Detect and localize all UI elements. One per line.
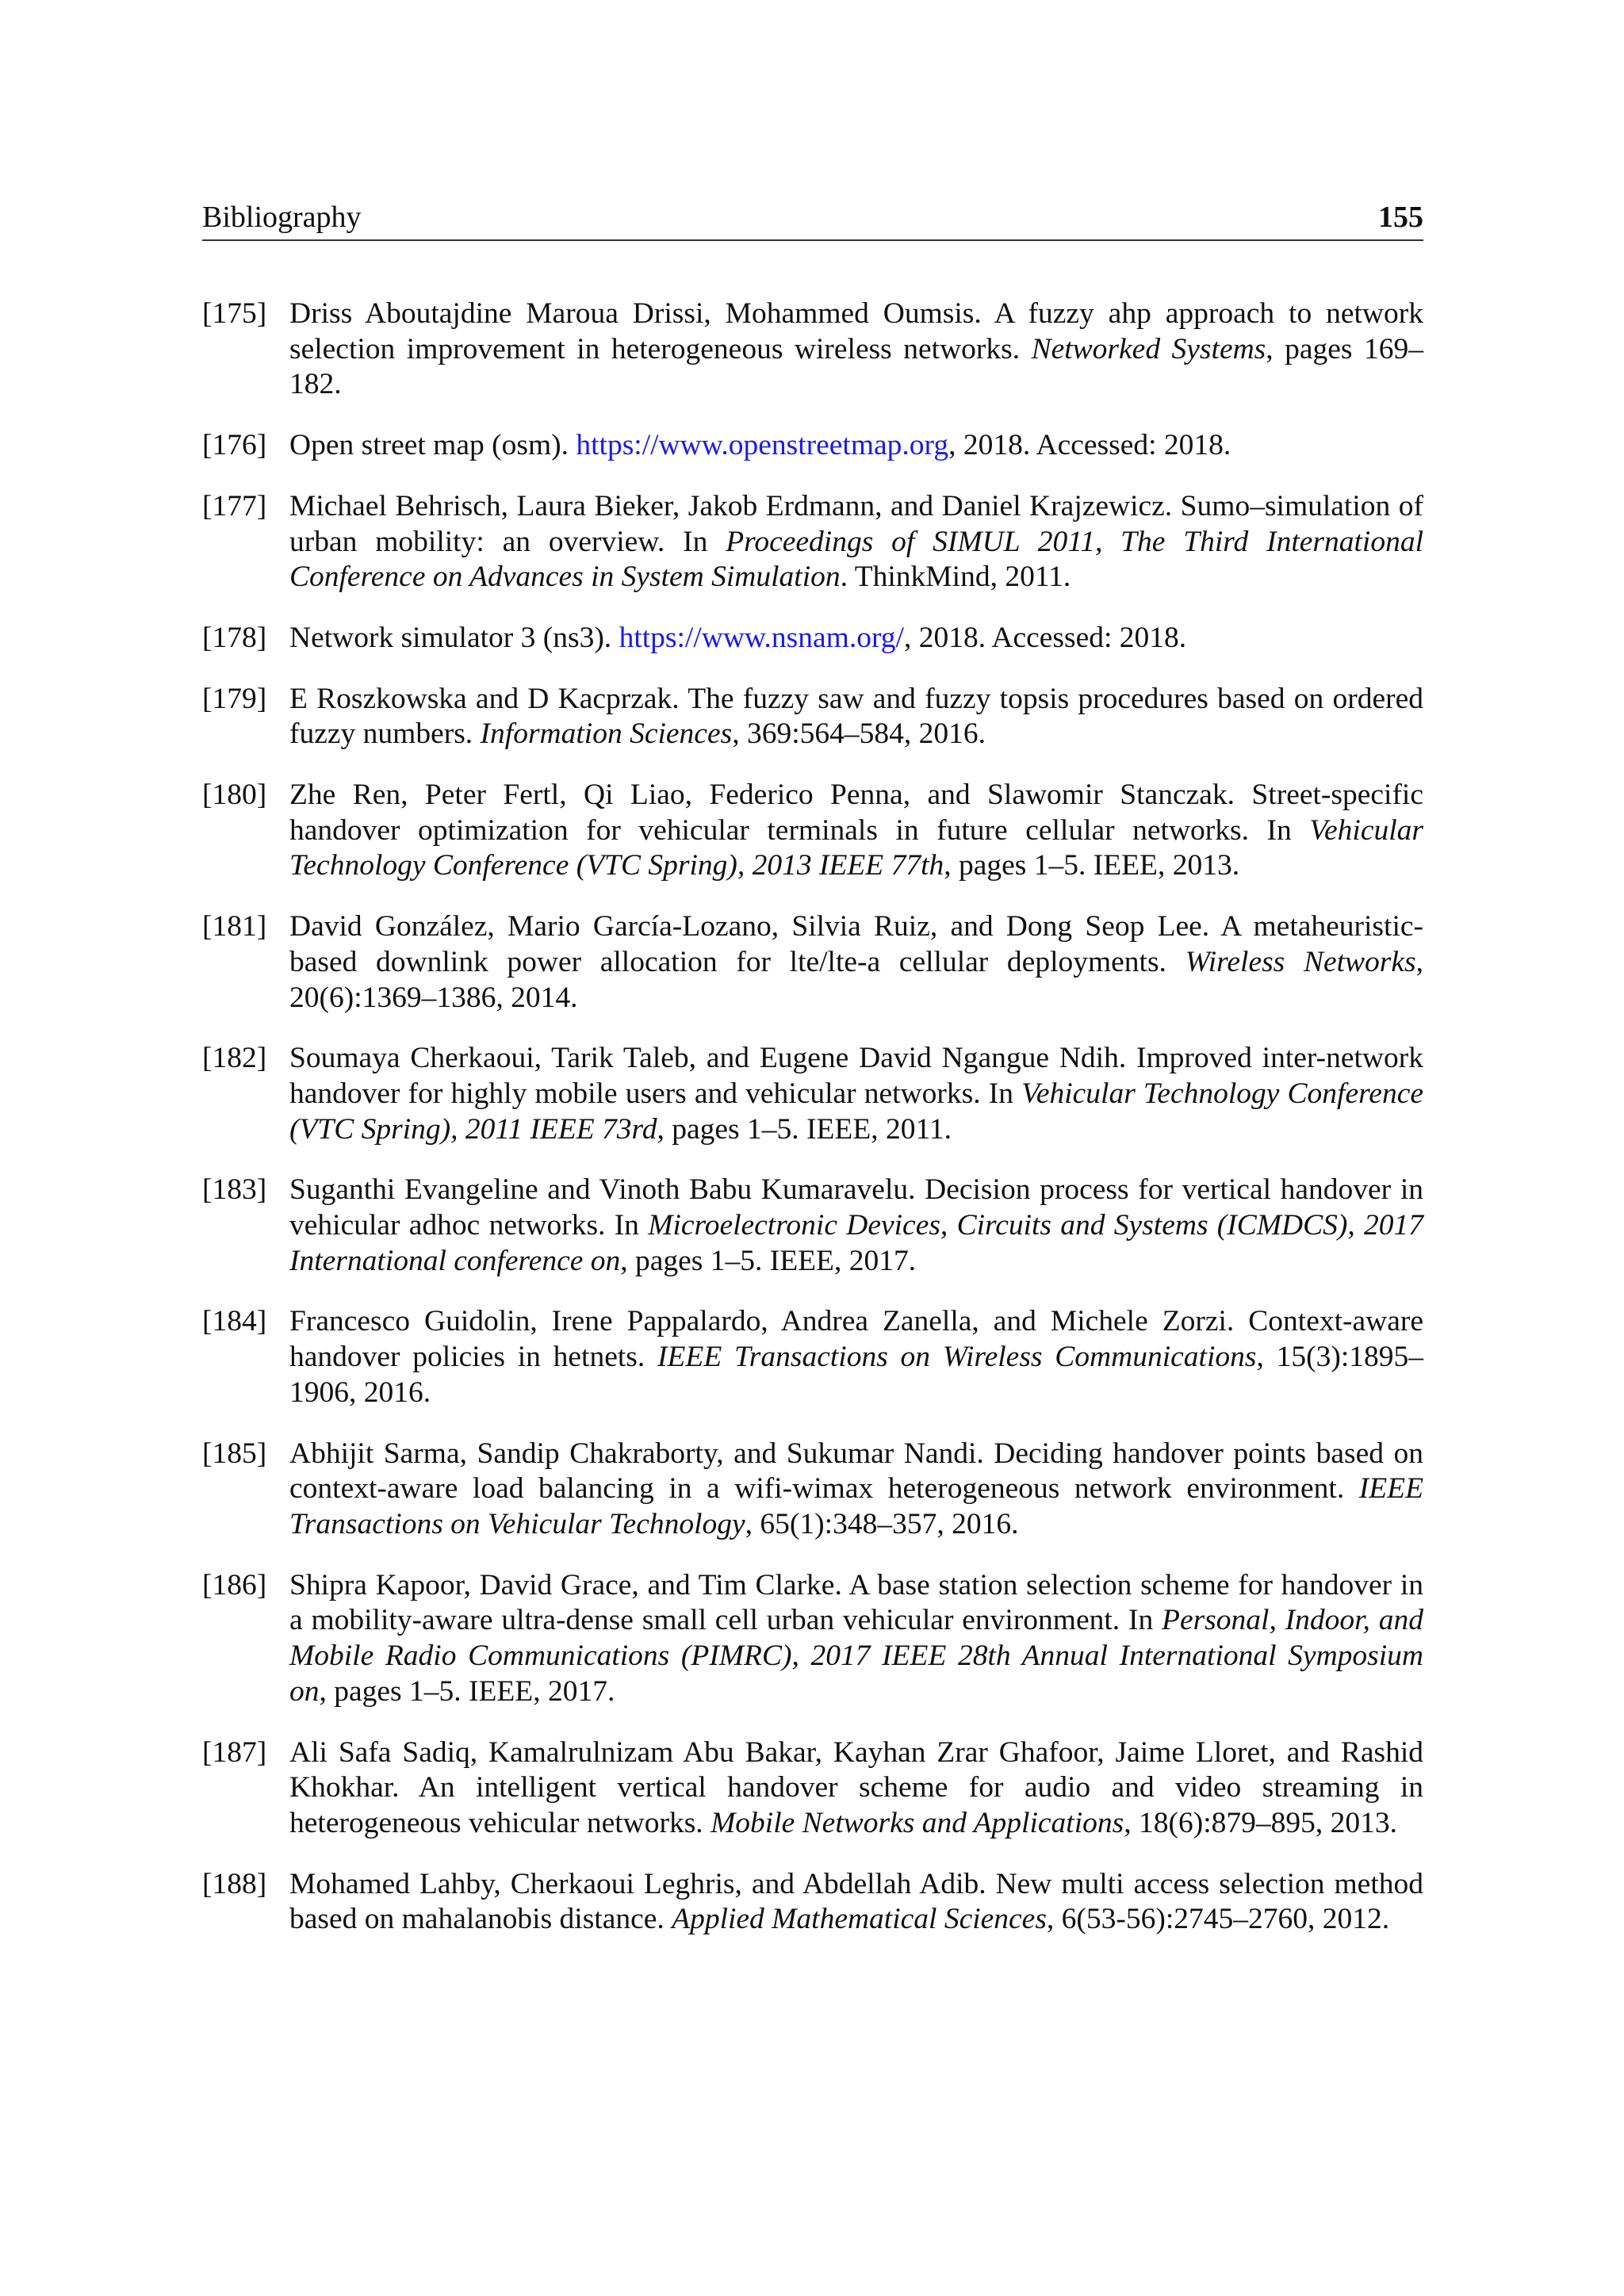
reference-text-segment: Mohamed Lahby, Cherkaoui Leghris, and Abdellah Adib. New multi access selection method based on mahalanobis distance.: [289, 1867, 1423, 1936]
reference-text-segment: Shipra Kapoor, David Grace, and Tim Clarke. A base station selection scheme for handover in a mobility-aware ultra-dense small cell urban vehicular environment. In: [289, 1568, 1423, 1637]
reference-entry: [202, 909, 1423, 1016]
reference-venue: Vehicular Technology Conference (VTC Spring), 2011 IEEE 73rd: [289, 1077, 1423, 1146]
reference-venue: Applied Mathematical Sciences: [672, 1903, 1047, 1936]
reference-text-segment: E Roszkowska and D Kacprzak. The fuzzy saw and fuzzy topsis procedures based on ordered fuzzy numbers.: [289, 682, 1423, 751]
reference-venue: Vehicular Technology Conference (VTC Spring), 2013 IEEE 77th: [289, 813, 1423, 882]
reference-text: [289, 1867, 1423, 1938]
reference-text-segment: Michael Behrisch, Laura Bieker, Jakob Erdmann, and Daniel Krajzewicz. Sumo–simulation of urban mobility: an overview. In: [289, 489, 1423, 558]
reference-number: [176]: [202, 429, 267, 462]
reference-text: [289, 428, 1423, 464]
reference-number: [177]: [202, 489, 267, 522]
reference-text-segment: David González, Mario García-Lozano, Silvia Ruiz, and Dong Seop Lee. A metaheuristic-based downlink power allocation for lte/lte-a cellular deployments.: [289, 910, 1423, 978]
reference-venue: Wireless Networks: [1185, 945, 1416, 978]
reference-number: [181]: [202, 910, 267, 943]
reference-text-segment: , 2018. Accessed: 2018.: [948, 429, 1231, 462]
reference-text-segment: Francesco Guidolin, Irene Pappalardo, Andrea Zanella, and Michele Zorzi. Context-aware handover policies in hetnets.: [289, 1305, 1423, 1374]
reference-entry: [202, 682, 1423, 752]
reference-entry: [202, 1304, 1423, 1410]
reference-entry: [202, 297, 1423, 403]
reference-entry: [202, 489, 1423, 595]
reference-venue: Networked Systems: [1031, 332, 1266, 365]
bibliography-list: [202, 297, 1423, 1963]
reference-number: [186]: [202, 1568, 267, 1601]
reference-url-link[interactable]: https://www.nsnam.org/: [619, 621, 904, 654]
reference-entry: [202, 1173, 1423, 1279]
reference-text: [289, 1735, 1423, 1842]
reference-text-segment: , pages 1–5. IEEE, 2013.: [944, 849, 1240, 882]
reference-number: [179]: [202, 682, 267, 715]
reference-text-segment: Abhijit Sarma, Sandip Chakraborty, and Sukumar Nandi. Deciding handover points based on context-aware load balancing in a wifi-wimax heterogeneous network environment.: [289, 1437, 1423, 1506]
reference-text-segment: , 2018. Accessed: 2018.: [903, 621, 1187, 654]
reference-entry: [202, 1735, 1423, 1842]
reference-number: [187]: [202, 1735, 267, 1769]
reference-number: [175]: [202, 297, 267, 330]
reference-text-segment: . ThinkMind, 2011.: [840, 561, 1071, 594]
reference-text: [289, 1173, 1423, 1279]
reference-entry: [202, 1041, 1423, 1147]
reference-text-segment: Zhe Ren, Peter Fertl, Qi Liao, Federico Penna, and Slawomir Stanczak. Street-specific handover optimization for vehicular terminals in future cellular networks. In: [289, 779, 1423, 847]
reference-number: [183]: [202, 1173, 267, 1207]
reference-text-segment: , 369:564–584, 2016.: [732, 718, 986, 751]
reference-text: [289, 297, 1423, 403]
reference-text: [289, 909, 1423, 1016]
reference-text-segment: , 15(3):1895–1906, 2016.: [289, 1341, 1423, 1409]
reference-text: [289, 1437, 1423, 1543]
running-header: [202, 197, 1423, 241]
reference-text-segment: , 6(53-56):2745–2760, 2012.: [1046, 1903, 1390, 1936]
reference-text: [289, 1568, 1423, 1710]
reference-venue: IEEE Transactions on Vehicular Technology: [289, 1472, 1423, 1540]
reference-text: [289, 682, 1423, 752]
reference-number: [180]: [202, 779, 267, 812]
reference-text-segment: , pages 169–182.: [289, 332, 1423, 401]
reference-venue: Proceedings of SIMUL 2011, The Third International Conference on Advances in System Simulation: [289, 525, 1423, 594]
reference-number: [182]: [202, 1042, 267, 1075]
reference-text: [289, 778, 1423, 884]
reference-entry: [202, 1437, 1423, 1543]
reference-text-segment: , pages 1–5. IEEE, 2017.: [620, 1244, 917, 1277]
reference-text-segment: , 18(6):879–895, 2013.: [1124, 1806, 1397, 1839]
reference-venue: Mobile Networks and Applications: [710, 1806, 1124, 1839]
header-title: Bibliography: [202, 201, 362, 234]
reference-number: [184]: [202, 1305, 267, 1338]
reference-text-segment: Network simulator 3 (ns3).: [289, 621, 619, 654]
reference-text-segment: Driss Aboutajdine Maroua Drissi, Mohammed Oumsis. A fuzzy ahp approach to network selection improvement in heterogeneous wireless networks.: [289, 297, 1423, 365]
page-number: 155: [1378, 201, 1423, 234]
reference-number: [185]: [202, 1437, 267, 1470]
reference-entry: [202, 1867, 1423, 1938]
reference-text-segment: Soumaya Cherkaoui, Tarik Taleb, and Eugene David Ngangue Ndih. Improved inter-network handover for highly mobile users and vehicular networks. In: [289, 1042, 1423, 1110]
reference-entry: [202, 621, 1423, 656]
reference-text-segment: , 65(1):348–357, 2016.: [745, 1507, 1019, 1540]
reference-number: [188]: [202, 1867, 267, 1900]
reference-venue: IEEE Transactions on Wireless Communications: [657, 1341, 1257, 1374]
reference-text-segment: Suganthi Evangeline and Vinoth Babu Kumaravelu. Decision process for vertical handover in vehicular adhoc networks. In: [289, 1173, 1423, 1242]
reference-entry: [202, 1568, 1423, 1710]
reference-text-segment: , pages 1–5. IEEE, 2011.: [657, 1112, 952, 1146]
reference-url-link[interactable]: https://www.openstreetmap.org: [576, 429, 949, 462]
reference-text: [289, 621, 1423, 656]
reference-venue: Personal, Indoor, and Mobile Radio Communications (PIMRC), 2017 IEEE 28th Annual International Symposium on: [289, 1604, 1423, 1708]
reference-venue: Microelectronic Devices, Circuits and Systems (ICMDCS), 2017 International conference on: [289, 1209, 1423, 1277]
reference-text: [289, 489, 1423, 595]
reference-number: [178]: [202, 621, 267, 654]
reference-text-segment: , 20(6):1369–1386, 2014.: [289, 945, 1423, 1014]
reference-text-segment: Ali Safa Sadiq, Kamalrulnizam Abu Bakar, Kayhan Zrar Ghafoor, Jaime Lloret, and Rashid Khokhar. An intelligent vertical handover scheme for audio and video streaming in heterogeneous vehicular networks.: [289, 1735, 1423, 1839]
reference-entry: [202, 428, 1423, 464]
reference-text: [289, 1304, 1423, 1410]
reference-entry: [202, 778, 1423, 884]
reference-text: [289, 1041, 1423, 1147]
reference-text-segment: , pages 1–5. IEEE, 2017.: [319, 1674, 615, 1708]
reference-text-segment: Open street map (osm).: [289, 429, 576, 462]
reference-venue: Information Sciences: [480, 718, 733, 751]
